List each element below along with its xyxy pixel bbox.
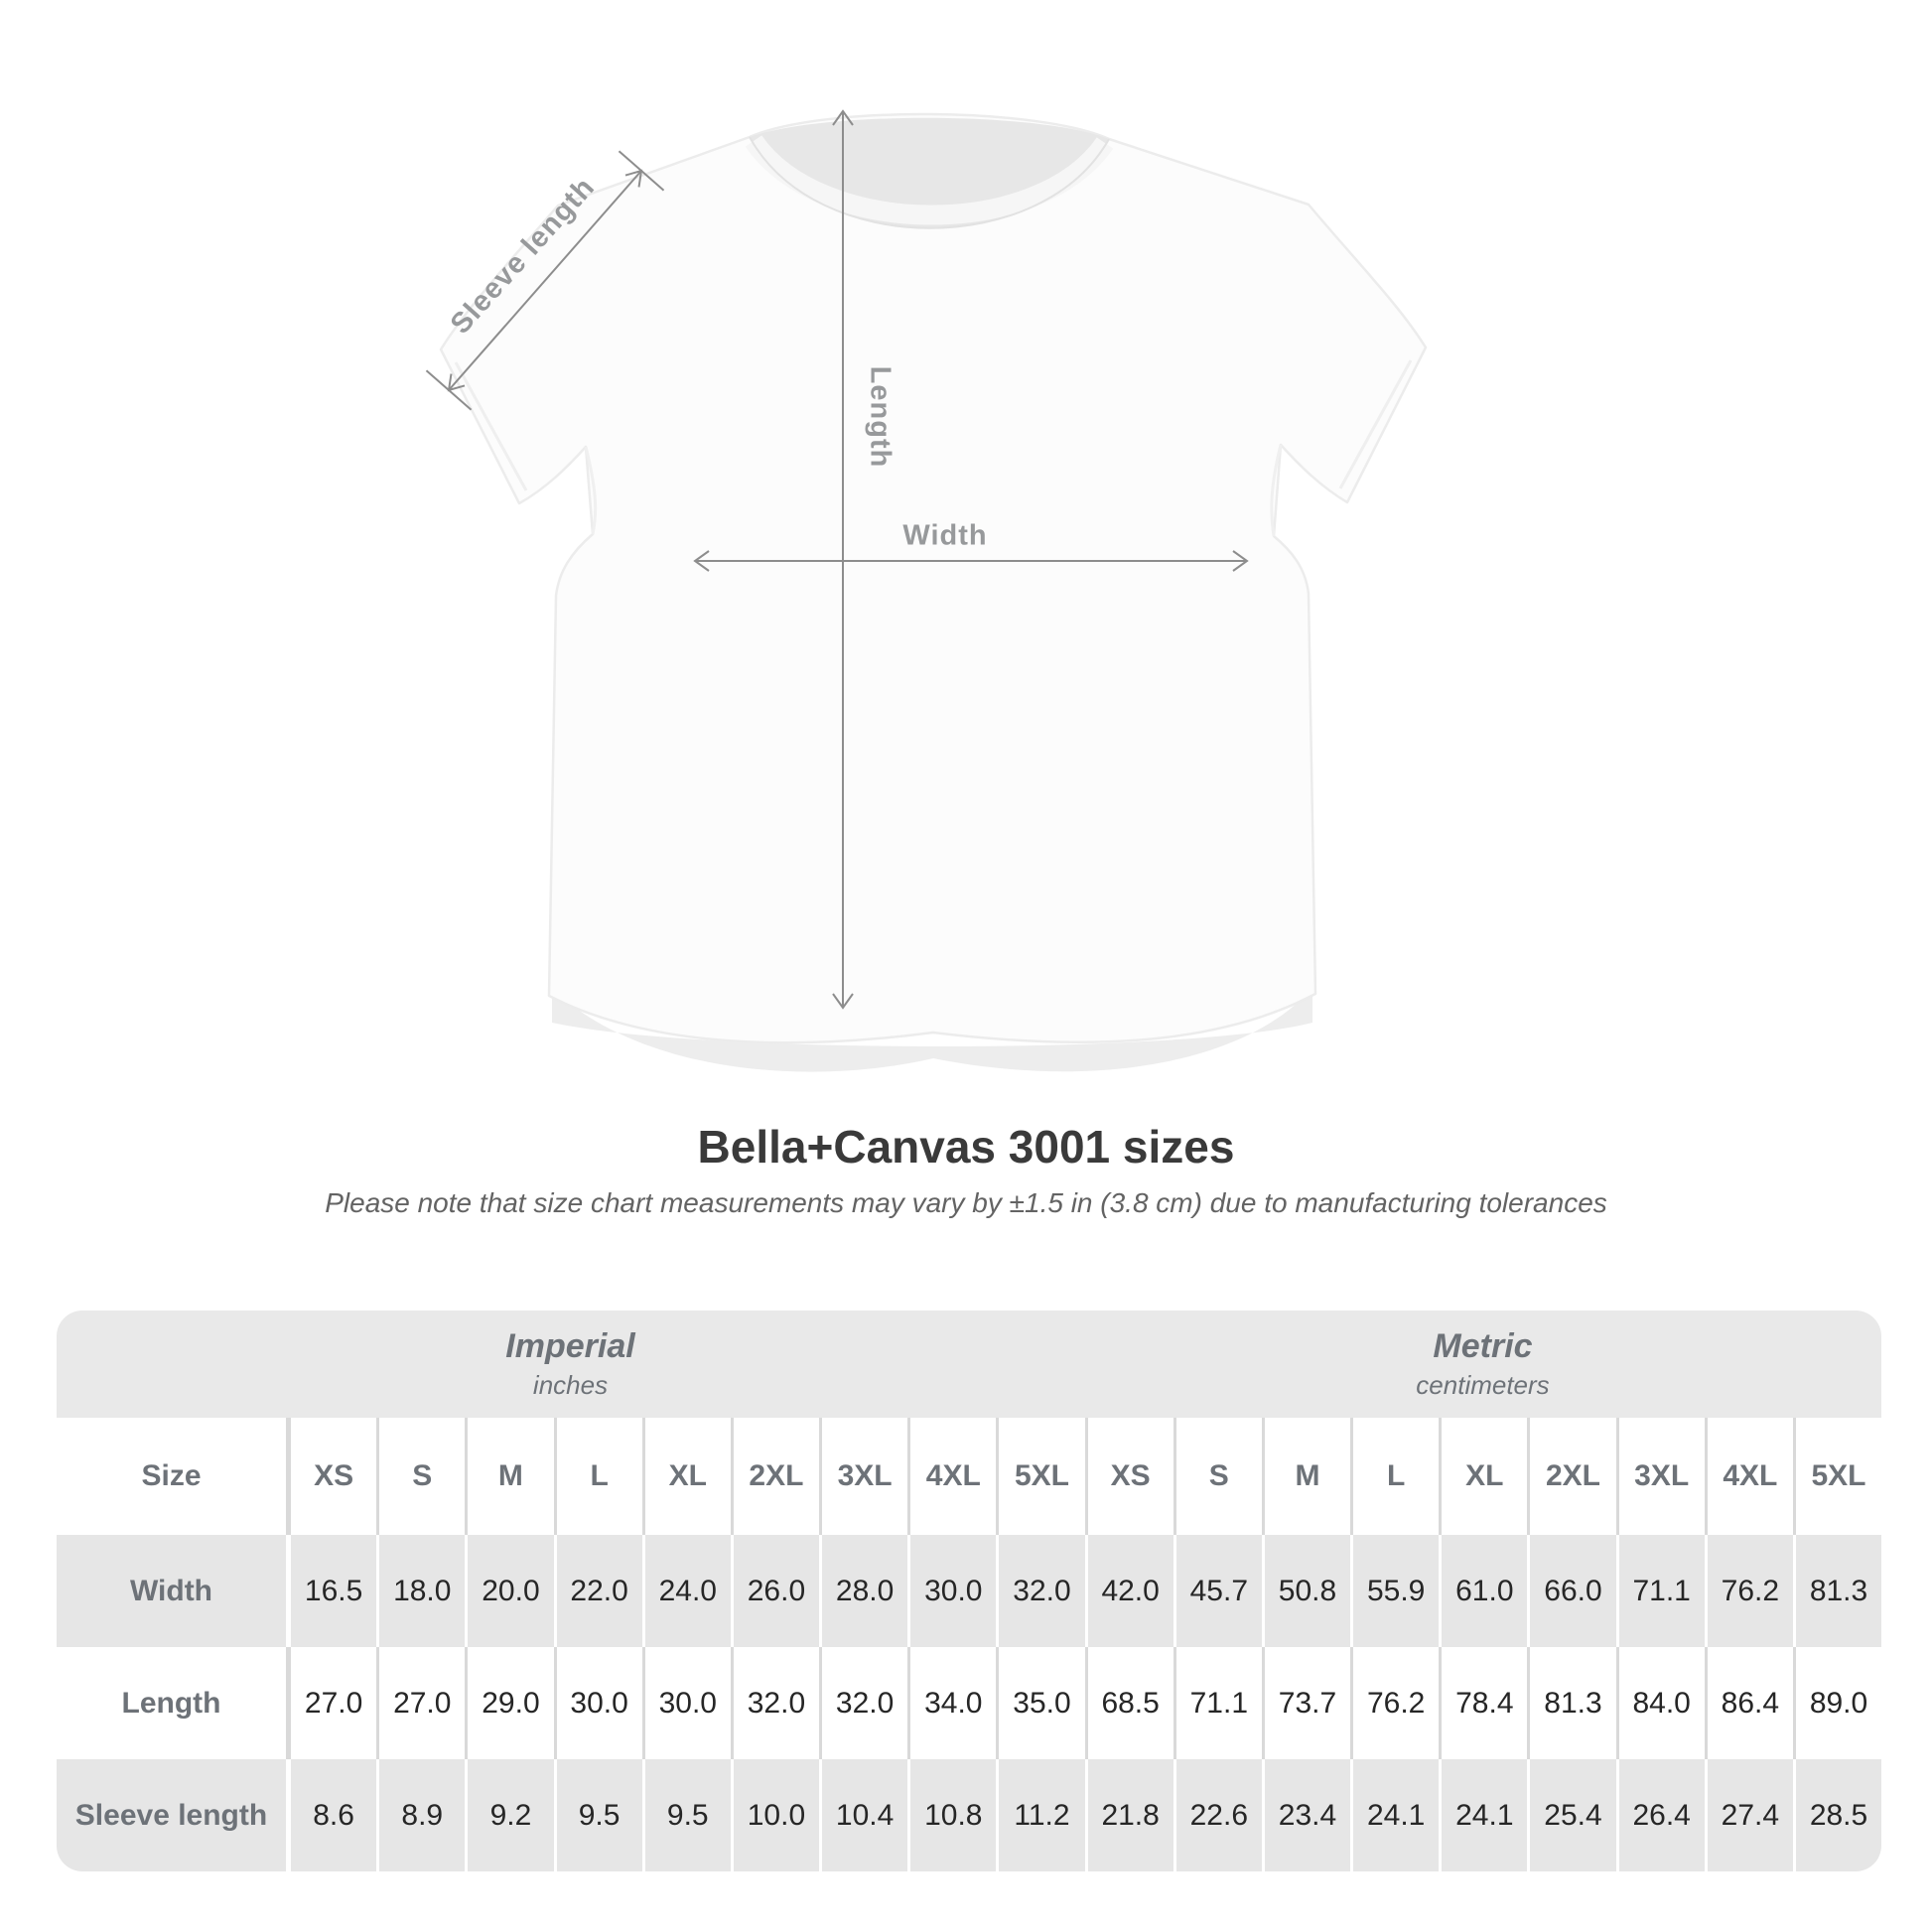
size-header-imperial-5xl: 5XL <box>996 1418 1084 1535</box>
value-cell: 78.4 <box>1439 1647 1527 1759</box>
value-cell: 26.4 <box>1616 1759 1705 1871</box>
size-header-imperial-l: L <box>554 1418 642 1535</box>
value-cell: 66.0 <box>1527 1535 1615 1647</box>
unit-band <box>57 1311 1881 1418</box>
size-header-imperial-xs: XS <box>286 1418 376 1535</box>
value-cell: 89.0 <box>1793 1647 1881 1759</box>
metric-unit-header <box>1084 1311 1881 1418</box>
value-cell: 30.0 <box>907 1535 996 1647</box>
value-cell: 22.0 <box>554 1535 642 1647</box>
value-cell: 61.0 <box>1439 1535 1527 1647</box>
value-cell: 76.2 <box>1350 1647 1439 1759</box>
size-column-header: Size <box>141 1459 202 1492</box>
imperial-unit: inches <box>532 1370 609 1400</box>
value-cell: 26.0 <box>731 1535 819 1647</box>
value-cell: 76.2 <box>1705 1535 1793 1647</box>
value-cell: 32.0 <box>819 1647 907 1759</box>
value-cell: 50.8 <box>1262 1535 1350 1647</box>
value-cell: 24.1 <box>1350 1759 1439 1871</box>
value-cell: 9.5 <box>642 1759 731 1871</box>
row-label: Sleeve length <box>74 1798 268 1832</box>
value-cell: 42.0 <box>1085 1535 1173 1647</box>
value-cell: 73.7 <box>1262 1647 1350 1759</box>
value-cell: 34.0 <box>907 1647 996 1759</box>
size-header-imperial-s: S <box>376 1418 465 1535</box>
sleeve-length-dimension-label: Sleeve length <box>444 171 602 341</box>
size-header-metric-s: S <box>1173 1418 1262 1535</box>
value-cell: 20.0 <box>465 1535 553 1647</box>
length-dimension-label: Length <box>864 365 897 469</box>
metric-unit: centimeters <box>1416 1370 1550 1400</box>
tolerance-note: Please note that size chart measurements may vary by ±1.5 in (3.8 cm) due to manufacturing tolerances <box>325 1187 1607 1218</box>
value-cell: 25.4 <box>1527 1759 1615 1871</box>
value-cell: 28.0 <box>819 1535 907 1647</box>
value-cell: 68.5 <box>1085 1647 1173 1759</box>
value-cell: 10.0 <box>731 1759 819 1871</box>
value-cell: 32.0 <box>996 1535 1084 1647</box>
value-cell: 30.0 <box>554 1647 642 1759</box>
size-header-metric-5xl: 5XL <box>1793 1418 1881 1535</box>
value-cell: 11.2 <box>996 1759 1084 1871</box>
value-cell: 81.3 <box>1793 1535 1881 1647</box>
value-cell: 86.4 <box>1705 1647 1793 1759</box>
table-row-length <box>57 1647 1881 1759</box>
value-cell: 23.4 <box>1262 1759 1350 1871</box>
value-cell: 29.0 <box>465 1647 553 1759</box>
value-cell: 71.1 <box>1616 1535 1705 1647</box>
value-cell: 35.0 <box>996 1647 1084 1759</box>
size-header-imperial-2xl: 2XL <box>731 1418 819 1535</box>
value-cell: 28.5 <box>1793 1759 1881 1871</box>
value-cell: 24.0 <box>642 1535 731 1647</box>
value-cell: 45.7 <box>1173 1535 1262 1647</box>
size-header-metric-xs: XS <box>1085 1418 1173 1535</box>
value-cell: 84.0 <box>1616 1647 1705 1759</box>
metric-label: Metric <box>1433 1327 1533 1365</box>
value-cell: 10.4 <box>819 1759 907 1871</box>
value-cell: 32.0 <box>731 1647 819 1759</box>
value-cell: 27.4 <box>1705 1759 1793 1871</box>
value-cell: 9.2 <box>465 1759 553 1871</box>
size-header-imperial-4xl: 4XL <box>907 1418 996 1535</box>
value-cell: 27.0 <box>376 1647 465 1759</box>
value-cell: 9.5 <box>554 1759 642 1871</box>
value-cell: 18.0 <box>376 1535 465 1647</box>
value-cell: 16.5 <box>286 1535 376 1647</box>
size-header-imperial-xl: XL <box>642 1418 731 1535</box>
page-title: Bella+Canvas 3001 sizes <box>697 1121 1235 1173</box>
width-dimension-label: Width <box>902 519 988 552</box>
value-cell: 21.8 <box>1085 1759 1173 1871</box>
value-cell: 71.1 <box>1173 1647 1262 1759</box>
value-cell: 55.9 <box>1350 1535 1439 1647</box>
value-cell: 81.3 <box>1527 1647 1615 1759</box>
size-header-metric-l: L <box>1350 1418 1439 1535</box>
imperial-label: Imperial <box>505 1327 635 1365</box>
row-label: Width <box>129 1574 213 1607</box>
table-body <box>57 1535 1881 1871</box>
table-row-width <box>57 1535 1881 1647</box>
imperial-unit-header <box>57 1311 1084 1418</box>
size-header-row <box>57 1418 1881 1535</box>
size-table <box>57 1311 1881 1871</box>
value-cell: 22.6 <box>1173 1759 1262 1871</box>
size-header-metric-2xl: 2XL <box>1527 1418 1615 1535</box>
size-header-metric-xl: XL <box>1439 1418 1527 1535</box>
size-header-metric-m: M <box>1262 1418 1350 1535</box>
row-label: Length <box>121 1686 221 1720</box>
table-row-sleeve-length <box>57 1759 1881 1871</box>
size-header-imperial-m: M <box>465 1418 553 1535</box>
value-cell: 30.0 <box>642 1647 731 1759</box>
size-header-metric-3xl: 3XL <box>1616 1418 1705 1535</box>
value-cell: 10.8 <box>907 1759 996 1871</box>
size-header-imperial-3xl: 3XL <box>819 1418 907 1535</box>
value-cell: 27.0 <box>286 1647 376 1759</box>
shirt-body <box>441 114 1426 1042</box>
size-header-metric-4xl: 4XL <box>1705 1418 1793 1535</box>
value-cell: 8.9 <box>376 1759 465 1871</box>
value-cell: 24.1 <box>1439 1759 1527 1871</box>
value-cell: 8.6 <box>286 1759 376 1871</box>
